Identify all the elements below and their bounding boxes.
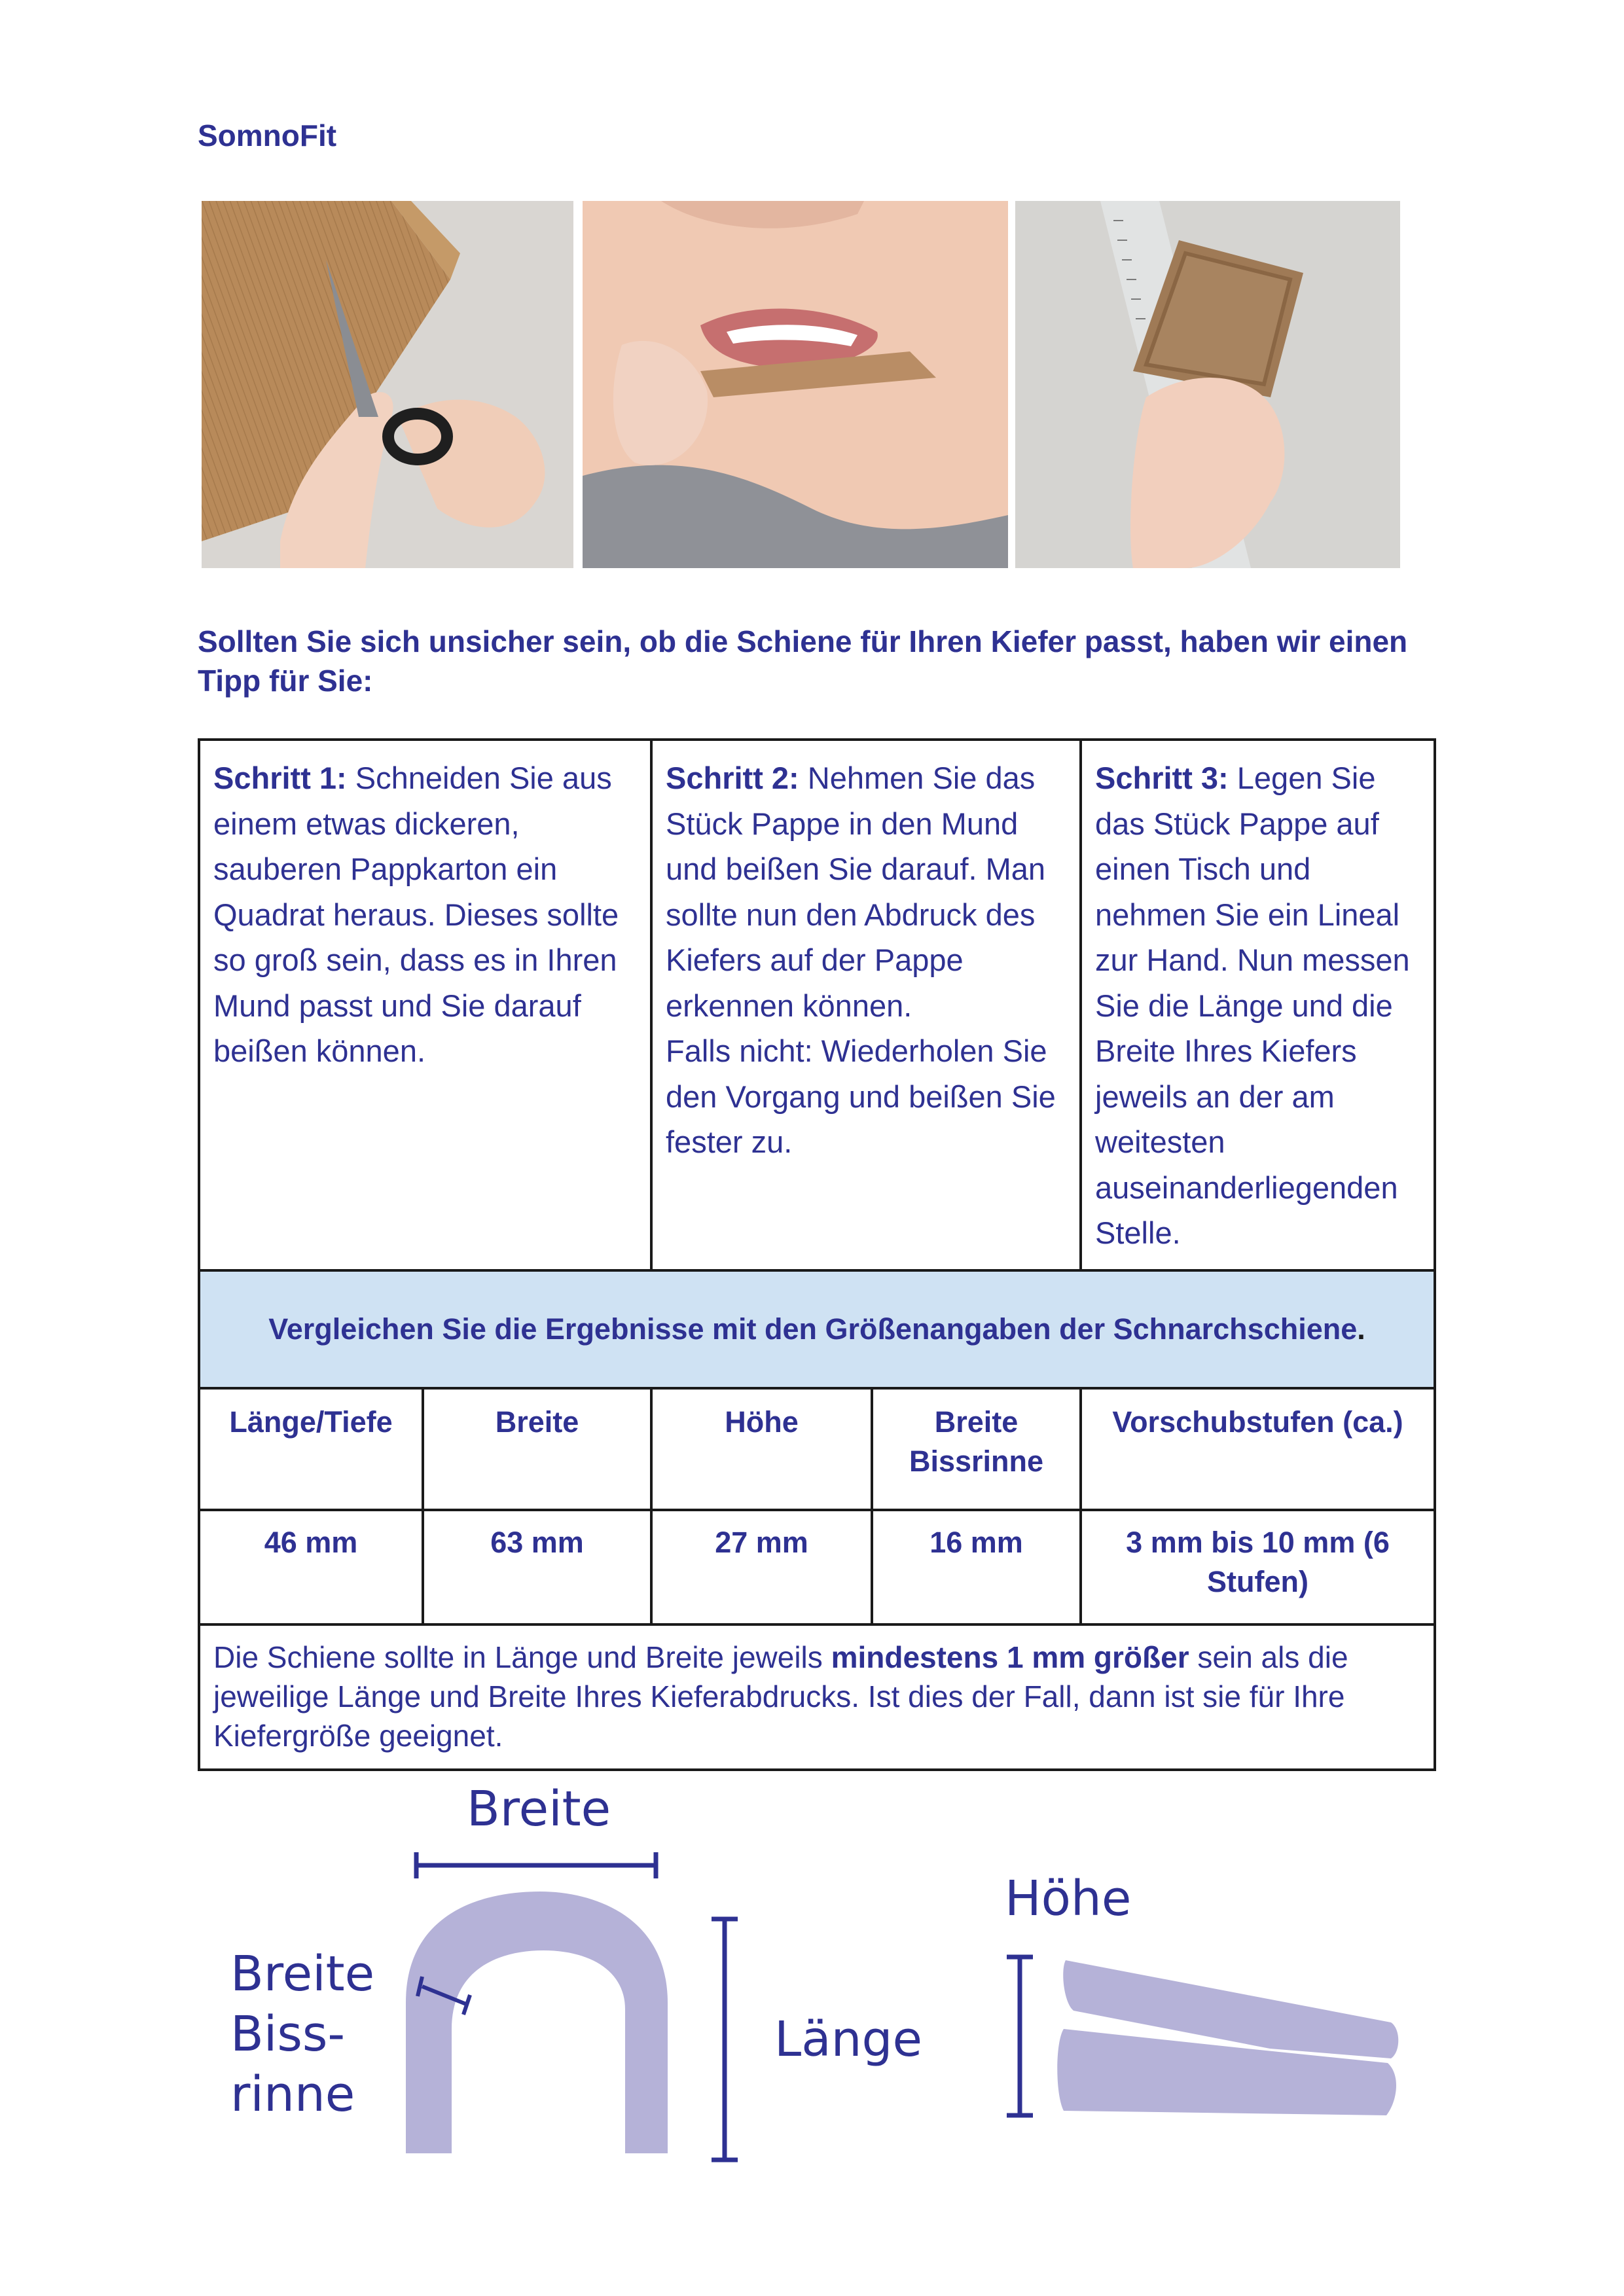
column-header: Höhe <box>651 1388 872 1510</box>
column-header: Länge/Tiefe <box>199 1388 423 1510</box>
breite-dimension-line <box>416 1852 656 1878</box>
splint-top-view-shape <box>406 1892 668 2153</box>
note-cell <box>199 1624 1435 1770</box>
photo-biting-cardboard <box>583 201 1008 568</box>
diagram-label-hoehe: Höhe <box>1005 1871 1132 1927</box>
step-1-title: Schritt 1: <box>213 761 347 795</box>
step-2-text: Nehmen Sie das Stück Pappe in den Mund und beißen Sie darauf. Man sollte nun den Abdruck des Kiefers auf der Pappe erkennen können. <box>666 761 1046 1023</box>
value-cell: 16 mm <box>872 1510 1081 1624</box>
value-cell: 27 mm <box>651 1510 872 1624</box>
splint-diagram <box>0 1833 1624 2199</box>
note-text-bold: mindestens 1 mm größer <box>831 1640 1189 1674</box>
photo-cutting-cardboard-image <box>202 201 573 568</box>
column-header: Breite <box>423 1388 651 1510</box>
note-row <box>199 1624 1435 1770</box>
diagram-label-laenge: Länge <box>774 2011 922 2068</box>
header-row <box>199 1388 1435 1510</box>
value-cell: 46 mm <box>199 1510 423 1624</box>
steps-row <box>199 740 1435 1270</box>
diagram-label-breite-bissrinne-line: Biss- <box>230 2006 346 2062</box>
step-3-title: Schritt 3: <box>1095 761 1229 795</box>
compare-row <box>199 1270 1435 1388</box>
step-1-text: Schneiden Sie aus einem etwas dickeren, sauberen Pappkarton ein Quadrat heraus. Dieses sollte so groß sein, dass es in Ihren Mund passt und Sie darauf beißen können. <box>213 761 619 1068</box>
step-1-cell <box>199 740 651 1270</box>
compare-text: Vergleichen Sie die Ergebnisse mit den Größenangaben der Schnarchschiene <box>268 1312 1358 1346</box>
note-text-after: sein als die jeweilige Länge und Breite Ihres Kieferabdrucks. Ist dies der Fall, dann ist sie für Ihre Kiefergröße geeignet. <box>213 1640 1348 1753</box>
step-3-cell <box>1081 740 1435 1270</box>
column-header-label: Breite Bissrinne <box>909 1405 1044 1478</box>
value-cell <box>1081 1510 1435 1624</box>
column-header: Vorschubstufen (ca.) <box>1081 1388 1435 1510</box>
value-cell-label: 3 mm bis 10 mm (6 Stufen) <box>1126 1525 1390 1598</box>
compare-cell <box>199 1270 1435 1388</box>
values-row <box>199 1510 1435 1624</box>
diagram-label-breite-bissrinne-line: rinne <box>230 2066 355 2123</box>
column-header <box>872 1388 1081 1510</box>
note-text-before: Die Schiene sollte in Länge und Breite jeweils <box>213 1640 831 1674</box>
photo-cutting-cardboard <box>202 201 573 568</box>
diagram-label-breite: Breite <box>467 1781 611 1837</box>
hoehe-dimension-line <box>1007 1957 1033 2115</box>
compare-dot: . <box>1357 1312 1365 1346</box>
photo-measuring-cardboard <box>1015 201 1400 568</box>
diagram-label-breite-bissrinne-line: Breite <box>230 1946 375 2002</box>
value-cell: 63 mm <box>423 1510 651 1624</box>
step-2-title: Schritt 2: <box>666 761 799 795</box>
laenge-dimension-line <box>712 1919 738 2160</box>
instruction-table <box>198 738 1436 1771</box>
photo-measuring-cardboard-image <box>1015 201 1400 568</box>
step-3-text: Legen Sie das Stück Pappe auf einen Tisch und nehmen Sie ein Lineal zur Hand. Nun messen Sie die Länge und die Breite Ihres Kiefers jeweils an der am weitesten auseinanderliegenden Stelle. <box>1095 761 1410 1250</box>
intro-text: Sollten Sie sich unsicher sein, ob die Schiene für Ihren Kiefer passt, haben wir einen Tipp für Sie: <box>198 624 1408 698</box>
brand-title: SomnoFit <box>198 118 337 152</box>
photo-biting-cardboard-image <box>583 201 1008 568</box>
step-2-cell <box>651 740 1081 1270</box>
step-2-text-retry: Falls nicht: Wiederholen Sie den Vorgang und beißen Sie fester zu. <box>666 1033 1056 1159</box>
